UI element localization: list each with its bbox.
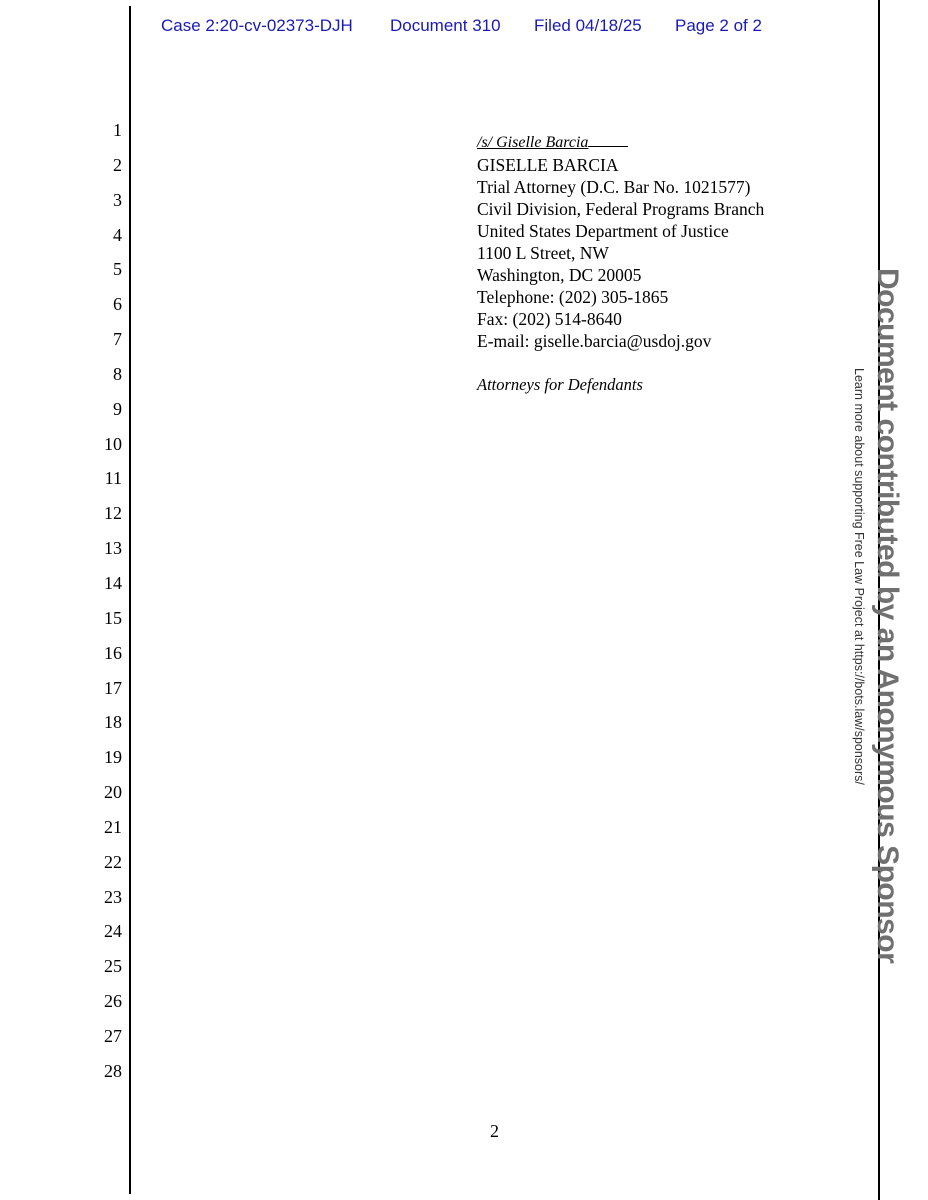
line-number: 19 bbox=[104, 747, 122, 768]
line-number: 12 bbox=[104, 503, 122, 524]
signature-underline bbox=[588, 132, 628, 147]
line-number: 20 bbox=[104, 782, 122, 803]
line-number: 1 bbox=[113, 120, 122, 140]
line-number: 13 bbox=[104, 538, 122, 559]
line-number: 8 bbox=[113, 363, 122, 384]
line-number: 26 bbox=[104, 991, 122, 1012]
attorney-title: Trial Attorney (D.C. Bar No. 1021577) bbox=[477, 177, 751, 197]
division: Civil Division, Federal Programs Branch bbox=[477, 199, 765, 219]
line-number: 28 bbox=[104, 1060, 122, 1081]
line-number: 17 bbox=[104, 677, 122, 698]
telephone: Telephone: (202) 305-1865 bbox=[477, 287, 669, 307]
pleading-line-numbers bbox=[88, 118, 122, 1094]
sponsor-title: Document contributed by an Anonymous Sponsor bbox=[871, 268, 904, 964]
electronic-signature: /s/ Giselle Barcia bbox=[477, 134, 589, 151]
line-number: 23 bbox=[104, 886, 122, 907]
line-number: 16 bbox=[104, 642, 122, 663]
line-number: 22 bbox=[104, 851, 122, 872]
fax: Fax: (202) 514-8640 bbox=[477, 309, 622, 329]
line-number: 9 bbox=[113, 398, 122, 419]
department: United States Department of Justice bbox=[477, 221, 729, 241]
ecf-header bbox=[0, 16, 928, 40]
signature-line bbox=[477, 130, 764, 154]
line-number: 11 bbox=[104, 468, 122, 489]
line-number: 21 bbox=[104, 816, 122, 837]
filed-date: Filed 04/18/25 bbox=[534, 16, 642, 35]
line-number: 7 bbox=[113, 329, 122, 350]
line-number: 27 bbox=[104, 1025, 122, 1046]
page-number: 2 bbox=[490, 1121, 499, 1141]
signature-block bbox=[477, 130, 764, 396]
line-number: 3 bbox=[113, 189, 122, 210]
line-number: 24 bbox=[104, 921, 122, 942]
email: E-mail: giselle.barcia@usdoj.gov bbox=[477, 331, 712, 351]
line-number: 25 bbox=[104, 956, 122, 977]
attorney-name: GISELLE BARCIA bbox=[477, 155, 619, 175]
line-number: 15 bbox=[104, 607, 122, 628]
sponsor-watermark bbox=[832, 268, 912, 964]
line-number: 2 bbox=[113, 154, 122, 175]
left-margin-rule bbox=[129, 6, 131, 1194]
document-number: Document 310 bbox=[390, 16, 501, 35]
street-address: 1100 L Street, NW bbox=[477, 243, 609, 263]
line-number: 14 bbox=[104, 572, 122, 593]
sponsor-link-text: Learn more about supporting Free Law Project at https://bots.law/sponsors/ bbox=[852, 368, 866, 785]
city-state-zip: Washington, DC 20005 bbox=[477, 265, 642, 285]
page-indicator: Page 2 of 2 bbox=[675, 16, 762, 35]
spacer bbox=[477, 352, 764, 374]
line-number: 10 bbox=[104, 433, 122, 454]
case-number: Case 2:20-cv-02373-DJH bbox=[161, 16, 353, 35]
line-number: 5 bbox=[113, 259, 122, 280]
attorneys-role: Attorneys for Defendants bbox=[477, 375, 643, 394]
line-number: 18 bbox=[104, 712, 122, 733]
line-number: 6 bbox=[113, 294, 122, 315]
line-number: 4 bbox=[113, 224, 122, 245]
